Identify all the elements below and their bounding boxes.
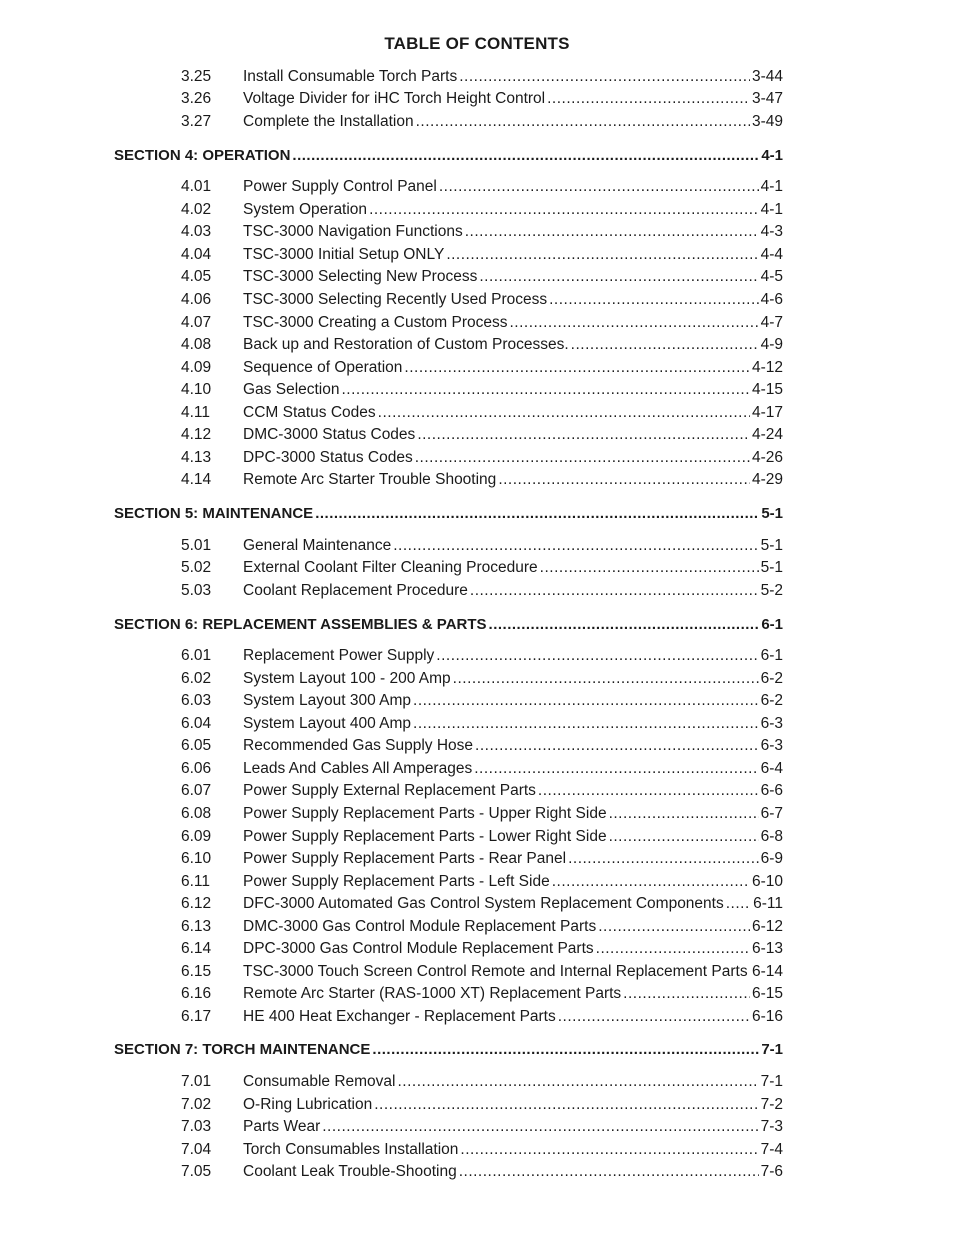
toc-entry[interactable] [181,828,783,850]
toc-entry-number: 3.26 [181,90,212,107]
toc-entry-label: TSC-3000 Initial Setup ONLY [243,246,445,263]
toc-entry-number: 7.05 [181,1163,212,1180]
dot-leader [460,1141,758,1159]
toc-entry-label: Leads And Cables All Amperages [243,760,473,777]
toc-entry-number: 4.04 [181,246,212,263]
toc-entry-label: System Layout 400 Amp [243,715,412,732]
toc-entry[interactable] [181,1008,783,1030]
toc-entry[interactable] [181,268,783,290]
dot-leader [509,314,758,332]
dot-leader [609,828,759,846]
toc-section-heading[interactable] [114,1041,783,1063]
toc-section-label: SECTION 7: TORCH MAINTENANCE [114,1041,371,1058]
toc-page-number: 6-9 [760,850,783,867]
toc-entry-number: 4.09 [181,359,212,376]
toc-page-number: 4-6 [760,291,783,308]
toc-entry[interactable] [181,90,783,112]
toc-page-number: 4-3 [760,223,783,240]
dot-leader [398,1073,759,1091]
dot-leader [596,940,750,958]
toc-entry-label: TSC-3000 Creating a Custom Process [243,314,508,331]
dot-leader [439,178,759,196]
toc-entry[interactable] [181,426,783,448]
toc-entry-label: Parts Wear [243,1118,321,1135]
toc-entry[interactable] [181,449,783,471]
toc-page-number: 4-5 [760,268,783,285]
toc-entry-number: 3.25 [181,68,212,85]
dot-leader [547,90,750,108]
toc-entry-label: CCM Status Codes [243,404,376,421]
toc-entry[interactable] [181,1163,783,1185]
toc-entry-number: 6.14 [181,940,212,957]
toc-page-number: 7-6 [760,1163,783,1180]
toc-entry[interactable] [181,291,783,313]
toc-entry-label: General Maintenance [243,537,392,554]
toc-entry-number: 4.14 [181,471,212,488]
toc-page-number: 4-24 [751,426,783,443]
toc-entry-label: Recommended Gas Supply Hose [243,737,474,754]
page-title: TABLE OF CONTENTS [384,34,570,53]
toc-entry-number: 7.02 [181,1096,212,1113]
toc-entry-number: 4.12 [181,426,212,443]
toc-entry-number: 4.08 [181,336,212,353]
dot-leader [416,113,750,131]
toc-page-number: 7-3 [760,1118,783,1135]
toc-page-number: 4-15 [751,381,783,398]
dot-leader [465,223,759,241]
toc-section-label: SECTION 4: OPERATION [114,147,291,164]
dot-leader [372,1041,759,1058]
dot-leader [549,291,758,309]
toc-entry[interactable] [181,647,783,669]
toc-entry-number: 6.07 [181,782,212,799]
toc-entry-label: System Layout 100 - 200 Amp [243,670,451,687]
toc-entry-label: HE 400 Heat Exchanger - Replacement Parts [243,1008,556,1025]
toc-entry[interactable] [181,582,783,604]
toc-entry-label: Power Supply Replacement Parts - Upper Right Side [243,805,607,822]
toc-page-number: 6-16 [751,1008,783,1025]
toc-entry-label: Complete the Installation [243,113,414,130]
dot-leader [322,1118,758,1136]
toc-page-number: 4-1 [760,178,783,195]
toc-entry-label: DMC-3000 Gas Control Module Replacement Parts [243,918,597,935]
toc-page-number: 6-2 [760,692,783,709]
toc-entry-number: 6.08 [181,805,212,822]
dot-leader [571,336,759,354]
dot-leader [726,895,751,913]
toc-entry[interactable] [181,760,783,782]
toc-page-number: 4-29 [751,471,783,488]
toc-page-number: 5-1 [760,537,783,554]
toc-entry-label: Remote Arc Starter (RAS-1000 XT) Replacement Parts [243,985,622,1002]
toc-entry-number: 4.02 [181,201,212,218]
toc-entry-label: Replacement Power Supply [243,647,435,664]
toc-entry-number: 4.11 [181,404,211,421]
dot-leader [453,670,759,688]
toc-entry-label: DFC-3000 Automated Gas Control System Replacement Components [243,895,724,912]
toc-entry[interactable] [181,1118,783,1140]
toc-entry-label: TSC-3000 Navigation Functions [243,223,463,240]
toc-entry-label: Voltage Divider for iHC Torch Height Control [243,90,546,107]
toc-entry-number: 6.17 [181,1008,212,1025]
dot-leader [374,1096,758,1114]
toc-entry-number: 4.03 [181,223,212,240]
toc-entry-number: 6.03 [181,692,212,709]
toc-entry[interactable] [181,985,783,1007]
toc-page-number: 6-12 [751,918,783,935]
toc-entry[interactable] [181,381,783,403]
toc-page-number: 6-4 [760,760,783,777]
toc-entry-number: 6.06 [181,760,212,777]
toc-page-number: 6-1 [760,647,783,664]
toc-entry[interactable] [181,178,783,200]
toc-entry-number: 5.02 [181,559,212,576]
toc-entry-label: Power Supply Control Panel [243,178,437,195]
toc-entry-number: 4.13 [181,449,212,466]
dot-leader [415,449,750,467]
toc-entry-number: 4.06 [181,291,212,308]
toc-entry[interactable] [181,963,783,985]
toc-page-number: 4-1 [761,147,783,164]
toc-page-number: 6-1 [761,616,783,633]
toc-entry-number: 3.27 [181,113,212,130]
toc-entry-label: TSC-3000 Touch Screen Control Remote and Internal Replacement Parts [243,963,748,980]
toc-section-heading[interactable] [114,505,783,527]
dot-leader [417,426,750,444]
toc-page-number: 7-2 [760,1096,783,1113]
toc-entry[interactable] [181,68,783,90]
toc-entry-label: System Operation [243,201,368,218]
dot-leader [315,505,759,522]
toc-page-number: 6-10 [751,873,783,890]
toc-page-number: 4-7 [760,314,783,331]
toc-entry[interactable] [181,1096,783,1118]
toc-page-number: 4-4 [760,246,783,263]
dot-leader [413,715,759,733]
toc-entry-number: 4.07 [181,314,212,331]
toc-page-number: 4-12 [751,359,783,376]
dot-leader [378,404,750,422]
dot-leader [474,760,758,778]
toc-entry-label: DPC-3000 Gas Control Module Replacement Parts [243,940,594,957]
toc-entry-number: 6.04 [181,715,212,732]
toc-entry[interactable] [181,1073,783,1095]
toc-page-number: 6-13 [751,940,783,957]
toc-page-number: 3-49 [751,113,783,130]
toc-entry-number: 4.01 [181,178,212,195]
toc-entry-number: 7.03 [181,1118,212,1135]
toc-entry-number: 6.05 [181,737,212,754]
toc-entry-label: Power Supply Replacement Parts - Lower Right Side [243,828,607,845]
toc-section-label: SECTION 5: MAINTENANCE [114,505,314,522]
dot-leader [558,1008,750,1026]
toc-entry-label: DPC-3000 Status Codes [243,449,413,466]
toc-page-number: 6-14 [751,963,783,980]
toc-entry[interactable] [181,359,783,381]
toc-entry[interactable] [181,471,783,493]
toc-entry-number: 6.12 [181,895,212,912]
toc-entry[interactable] [181,940,783,962]
toc-entry[interactable] [181,873,783,895]
toc-entry-label: Back up and Restoration of Custom Processes. [243,336,569,353]
toc-entry[interactable] [181,737,783,759]
toc-page-number: 4-26 [751,449,783,466]
toc-entry[interactable] [181,246,783,268]
toc-page-number: 4-17 [751,404,783,421]
toc-entry-label: System Layout 300 Amp [243,692,412,709]
toc-entry[interactable] [181,850,783,872]
toc-entry[interactable] [181,1141,783,1163]
toc-entry-number: 7.01 [181,1073,212,1090]
toc-section-heading[interactable] [114,147,783,169]
toc-entry-label: Torch Consumables Installation [243,1141,459,1158]
toc-page-number: 7-1 [761,1041,783,1058]
dot-leader [413,692,759,710]
toc-entry[interactable] [181,336,783,358]
toc-page-number: 6-6 [760,782,783,799]
toc-entry[interactable] [181,782,783,804]
toc-entry-label: Gas Selection [243,381,340,398]
toc-entry[interactable] [181,404,783,426]
dot-leader [498,471,750,489]
dot-leader [552,873,750,891]
toc-entry[interactable] [181,223,783,245]
dot-leader [623,985,750,1003]
toc-entry[interactable] [181,805,783,827]
toc-entry[interactable] [181,670,783,692]
toc-entry-number: 7.04 [181,1141,212,1158]
toc-page-number: 5-2 [760,582,783,599]
toc-page-number: 6-8 [760,828,783,845]
toc-entry-label: Install Consumable Torch Parts [243,68,458,85]
toc-page-number: 6-15 [751,985,783,1002]
toc-entry[interactable] [181,201,783,223]
toc-entry[interactable] [181,113,783,135]
toc-section-label: SECTION 6: REPLACEMENT ASSEMBLIES & PARTS [114,616,487,633]
toc-entry-number: 6.01 [181,647,212,664]
dot-leader [598,918,750,936]
toc-entry-number: 6.11 [181,873,211,890]
toc-entry-number: 4.10 [181,381,212,398]
toc-page-number: 5-1 [761,505,783,522]
toc-entry-number: 6.02 [181,670,212,687]
toc-entry-number: 5.03 [181,582,212,599]
toc-page-number: 5-1 [760,559,783,576]
toc-entry[interactable] [181,918,783,940]
toc-entry-number: 6.10 [181,850,212,867]
toc-entry-label: Power Supply Replacement Parts - Left Side [243,873,550,890]
dot-leader [489,616,760,633]
toc-entry-label: Sequence of Operation [243,359,403,376]
toc-entry-label: Consumable Removal [243,1073,396,1090]
toc-entry-label: Coolant Leak Trouble-Shooting [243,1163,457,1180]
dot-leader [404,359,750,377]
dot-leader [540,559,759,577]
dot-leader [446,246,758,264]
toc-entry-label: Remote Arc Starter Trouble Shooting [243,471,497,488]
toc-entry-label: Power Supply External Replacement Parts [243,782,536,799]
toc-entry[interactable] [181,559,783,581]
toc-entry[interactable] [181,895,783,917]
toc-entry-number: 6.16 [181,985,212,1002]
toc-page-number: 4-1 [760,201,783,218]
toc-entry-label: Power Supply Replacement Parts - Rear Panel [243,850,567,867]
toc-entry-label: Coolant Replacement Procedure [243,582,468,599]
toc-page-number: 7-4 [760,1141,783,1158]
toc-page-number: 3-47 [751,90,783,107]
toc-entry-number: 6.09 [181,828,212,845]
toc-entry-label: O-Ring Lubrication [243,1096,373,1113]
dot-leader [459,1163,759,1181]
toc-page-number: 6-7 [760,805,783,822]
dot-leader [436,647,758,665]
toc-page-number: 6-3 [760,715,783,732]
dot-leader [475,737,759,755]
toc-section-heading[interactable] [114,616,783,638]
toc-entry-number: 6.15 [181,963,212,980]
toc-page-number: 7-1 [760,1073,783,1090]
toc-entry-number: 6.13 [181,918,212,935]
toc-entry[interactable] [181,537,783,559]
toc-page-number: 6-2 [760,670,783,687]
toc-entry-label: TSC-3000 Selecting Recently Used Process [243,291,548,308]
dot-leader [538,782,759,800]
toc-entry-label: DMC-3000 Status Codes [243,426,416,443]
toc-entry[interactable] [181,314,783,336]
dot-leader [609,805,759,823]
toc-page-number: 6-11 [753,895,783,912]
toc-entry-number: 4.05 [181,268,212,285]
dot-leader [470,582,759,600]
toc-entry-label: TSC-3000 Selecting New Process [243,268,478,285]
dot-leader [369,201,759,219]
toc-page-number: 6-3 [760,737,783,754]
dot-leader [459,68,750,86]
dot-leader [342,381,750,399]
toc-entry-number: 5.01 [181,537,212,554]
dot-leader [292,147,759,164]
dot-leader [479,268,758,286]
toc-entry-label: External Coolant Filter Cleaning Procedure [243,559,538,576]
toc-entry[interactable] [181,715,783,737]
toc-page-number: 4-9 [760,336,783,353]
toc-page-number: 3-44 [751,68,783,85]
dot-leader [393,537,758,555]
dot-leader [568,850,759,868]
toc-entry[interactable] [181,692,783,714]
